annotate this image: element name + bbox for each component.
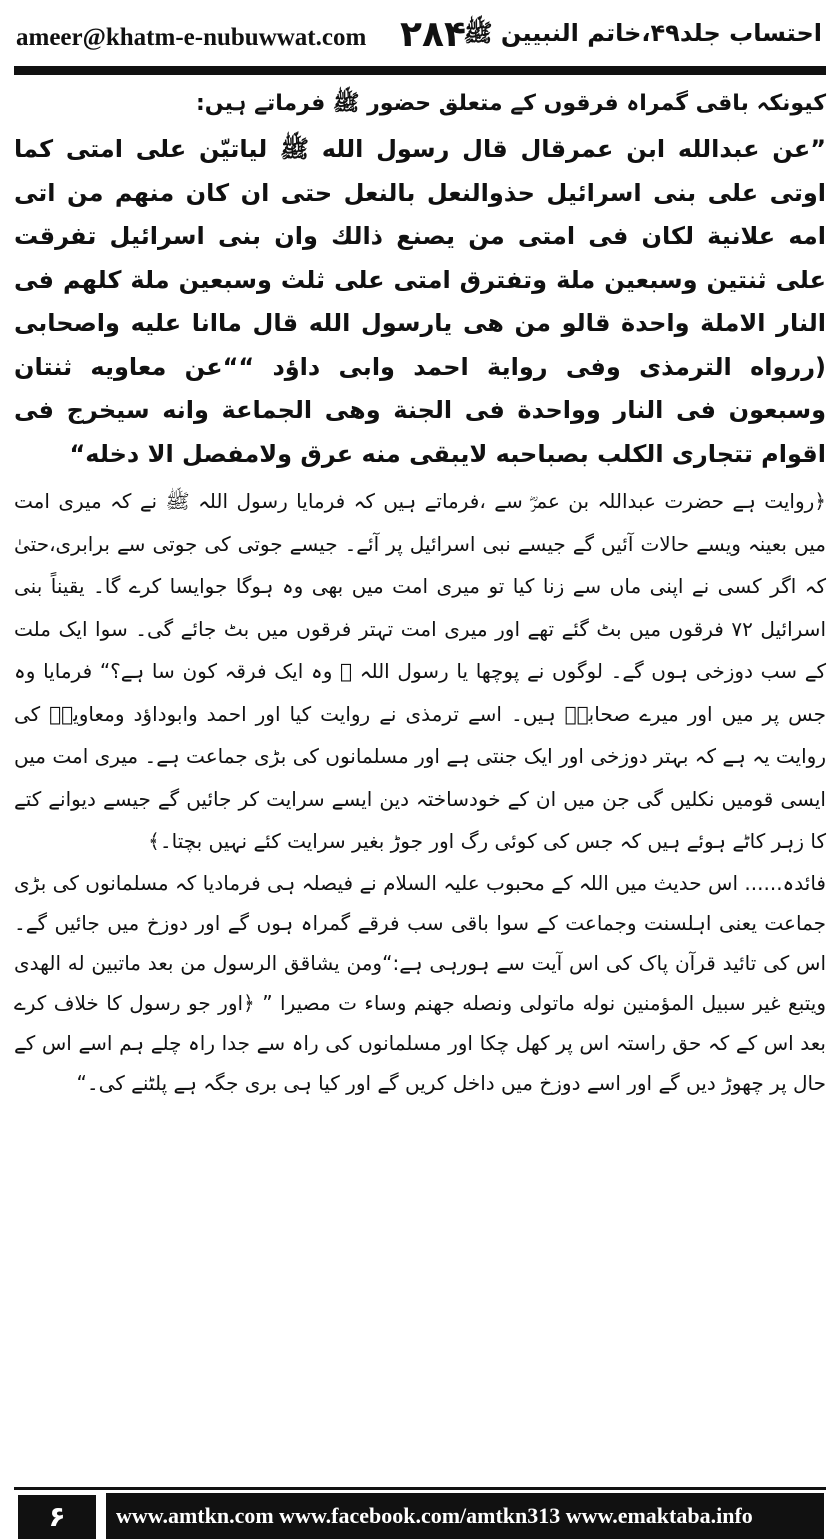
header-email[interactable]: ameer@khatm-e-nubuwwat.com (16, 24, 367, 51)
hadith-urdu-translation: ﴿روایت ہے حضرت عبداللہ بن عمرؓ سے ،فرماتے ہیں کہ فرمایا رسول اللہ ﷺ نے کہ میری امت میں بعینہ ویسے حالات آئیں گے جیسے نبی اسرائیل پر آئے۔ جیسے جوتی کی جوتی سے برابری،حتیٰ کہ اگر کسی نے اپنی ماں سے زنا کیا تو میری امت میں بھی وہ ہوگا جوایسا کرے گا۔ یقیناً بنی اسرائیل ۷۲ فرقوں میں بٹ گئے تھے اور میری امت تہتر فرقوں میں بٹ جائے گی۔ سوا ایک ملت کے سب دوزخی ہوں گے۔ لوگوں نے پوچھا یا رسول اللہ ﷺ وہ ایک فرقہ کون سا ہے؟“ فرمایا وہ جس پر میں اور میرے صحابہؓ ہیں۔ اسے ترمذی نے روایت کیا اور احمد وابوداؤد ومعاویہؓ کی روایت یہ ہے کہ بہتر دوزخی اور ایک جنتی ہے اور مسلمانوں کی بڑی جماعت ہے۔ میری امت میں ایسی قومیں نکلیں گی جن میں ان کے خودساختہ دین ایسے سرایت کر جائیں گے جیسے دیوانے کتے کا زہر کاٹے ہوئے ہیں کہ جس کی کوئی رگ اور جوڑ بغیر سرایت کئے نہیں بچتا۔﴾ (14, 489, 826, 853)
footer-websites[interactable]: www.amtkn.com www.facebook.com/amtkn313 www.emaktaba.info (106, 1493, 824, 1539)
hadith-arabic-text: ”عن عبدالله ابن عمرقال قال رسول الله ﷺ لياتيّن على امتى كما اوتى على بنى اسرائيل حذوالنعل بالنعل حتى ان كان منهم من اتى امه علانية لكان فى امتى من يصنع ذالك وان بنى اسرائيل تفرقت على ثنتين وسبعين ملة وتفترق امتى على ثلث وسبعين ملة كلهم فى النار الاملة واحدة قالو من هى يارسول الله قال ماانا عليه واصحابى (ررواه الترمذى وفى رواية احمد وابى داؤد ““عن معاويه ثنتان وسبعون فى النار وواحدة فى الجنة وهى الجماعة وانه سيخرج فى اقوام تتجارى الكلب بصباحبه لايبقى منه عرق ولامفصل الا دخله“ (14, 135, 826, 468)
page-content (14, 82, 826, 1103)
benefit-paragraph: فائدہ...... اس حدیث میں اللہ کے محبوب علیہ السلام نے فیصلہ ہی فرمادیا کہ مسلمانوں کی بڑی جماعت یعنی اہلسنت وجماعت کے سوا باقی سب فرقے گمراہ ہوں گے اور دوزخ میں جائیں گے۔ اس کی تائید قرآن پاک کی اس آیت سے ہورہی ہے:“ومن يشاقق الرسول من بعد ماتبين له الهدى ويتبع غير سبيل المؤمنين نوله ماتولى ونصله جهنم وساء ت مصيرا ” ﴿اور جو رسول کا خلاف کرے بعد اس کے کہ حق راستہ اس پر کھل چکا اور مسلمانوں کی راہ سے جدا راہ چلے ہم اسے اس کے حال پر چھوڑ دیں گے اور اسے دوزخ میں داخل کریں گے اور کیا ہی بری جگہ ہے پلٹنے کی۔“ (14, 870, 826, 1095)
header-rule (14, 66, 826, 75)
page-footer (0, 1487, 840, 1540)
footer-page-number: ۶ (18, 1495, 96, 1539)
header-book-title: احتساب جلد۴۹،خاتم النبیین ﷺ (463, 19, 822, 47)
intro-line: کیونکہ باقی گمراہ فرقوں کے متعلق حضور ﷺ فرماتے ہیں: (195, 91, 826, 116)
header-page-number: ۲۸۴ (400, 14, 466, 55)
footer-rule (14, 1487, 826, 1490)
page-header (14, 12, 826, 64)
